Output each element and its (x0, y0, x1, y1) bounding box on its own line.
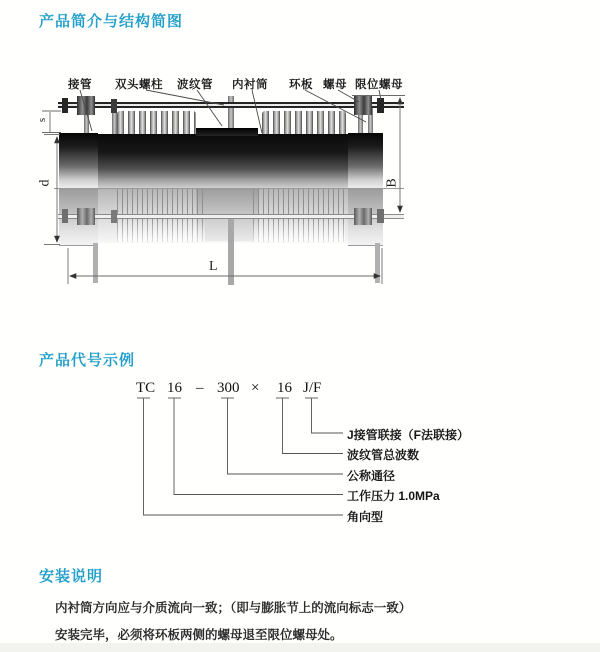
bellows-crowns-left (117, 111, 196, 135)
label-shuangtouluozhu: 双头螺柱 (115, 79, 163, 91)
code-part-pressure: 16 (167, 380, 182, 396)
dim-d: d (37, 179, 53, 187)
limit-nut-right-lower (377, 209, 384, 223)
install-heading: 安装说明 (39, 568, 104, 585)
nut-right-upper (354, 96, 372, 115)
limit-nut-left-lower (62, 209, 68, 223)
bellows-body-upper (97, 134, 350, 188)
label-neichentong: 内衬筒 (232, 79, 268, 91)
intro-heading: 产品简介与结构简图 (39, 13, 184, 30)
page-bottom-edge (0, 643, 600, 652)
explain-type: 角向型 (347, 510, 384, 524)
nut-right-lower (354, 208, 372, 225)
nut-left-upper (77, 96, 95, 115)
label-xianweiluomu: 限位螺母 (355, 79, 403, 91)
explain-waves: 波纹管总波数 (347, 448, 420, 462)
label-jieguan: 接管 (68, 79, 92, 91)
label-bowenguan: 波纹管 (177, 79, 213, 91)
code-part-dash: – (196, 380, 204, 396)
limit-nut-right-upper (377, 98, 384, 113)
liner-section-upper (196, 128, 258, 136)
code-part-waves: 16 (277, 380, 292, 396)
install-line-1: 内衬筒方向应与介质流向一致；（即与膨胀节上的流向标志一致） (55, 601, 412, 615)
stud-center-lower (228, 219, 234, 285)
dim-L: L (209, 259, 218, 274)
bellows-crowns-right (262, 111, 346, 135)
label-huanban: 环板 (289, 79, 313, 91)
code-heading: 产品代号示例 (39, 352, 136, 369)
code-part-connection: J/F (303, 380, 322, 396)
explain-diameter: 公称通径 (347, 469, 396, 483)
pipe-end-left-upper (59, 133, 98, 188)
code-part-times: × (251, 380, 260, 396)
plate-nut-left-lower (111, 210, 117, 223)
limit-nut-left-upper (62, 98, 68, 113)
explain-connection: J接管联接（F法联接） (347, 428, 470, 442)
pipe-end-right-upper (348, 133, 383, 188)
nut-left-lower (77, 208, 95, 225)
dim-s: s (36, 117, 49, 123)
stud-right-lower (375, 243, 380, 283)
plate-nut-left-upper (111, 99, 117, 113)
tie-rod-upper (58, 102, 404, 108)
tie-rod-lower (58, 214, 404, 219)
stud-left-lower (93, 243, 98, 283)
code-part-diameter: 300 (217, 380, 240, 396)
code-part-type: TC (136, 380, 156, 396)
label-luomu: 螺母 (323, 79, 347, 91)
dim-B: B (384, 178, 400, 188)
explain-pressure: 工作压力 1.0MPa (347, 489, 440, 503)
install-line-2: 安装完毕，必须将环板两侧的螺母退至限位螺母处。 (55, 628, 343, 642)
